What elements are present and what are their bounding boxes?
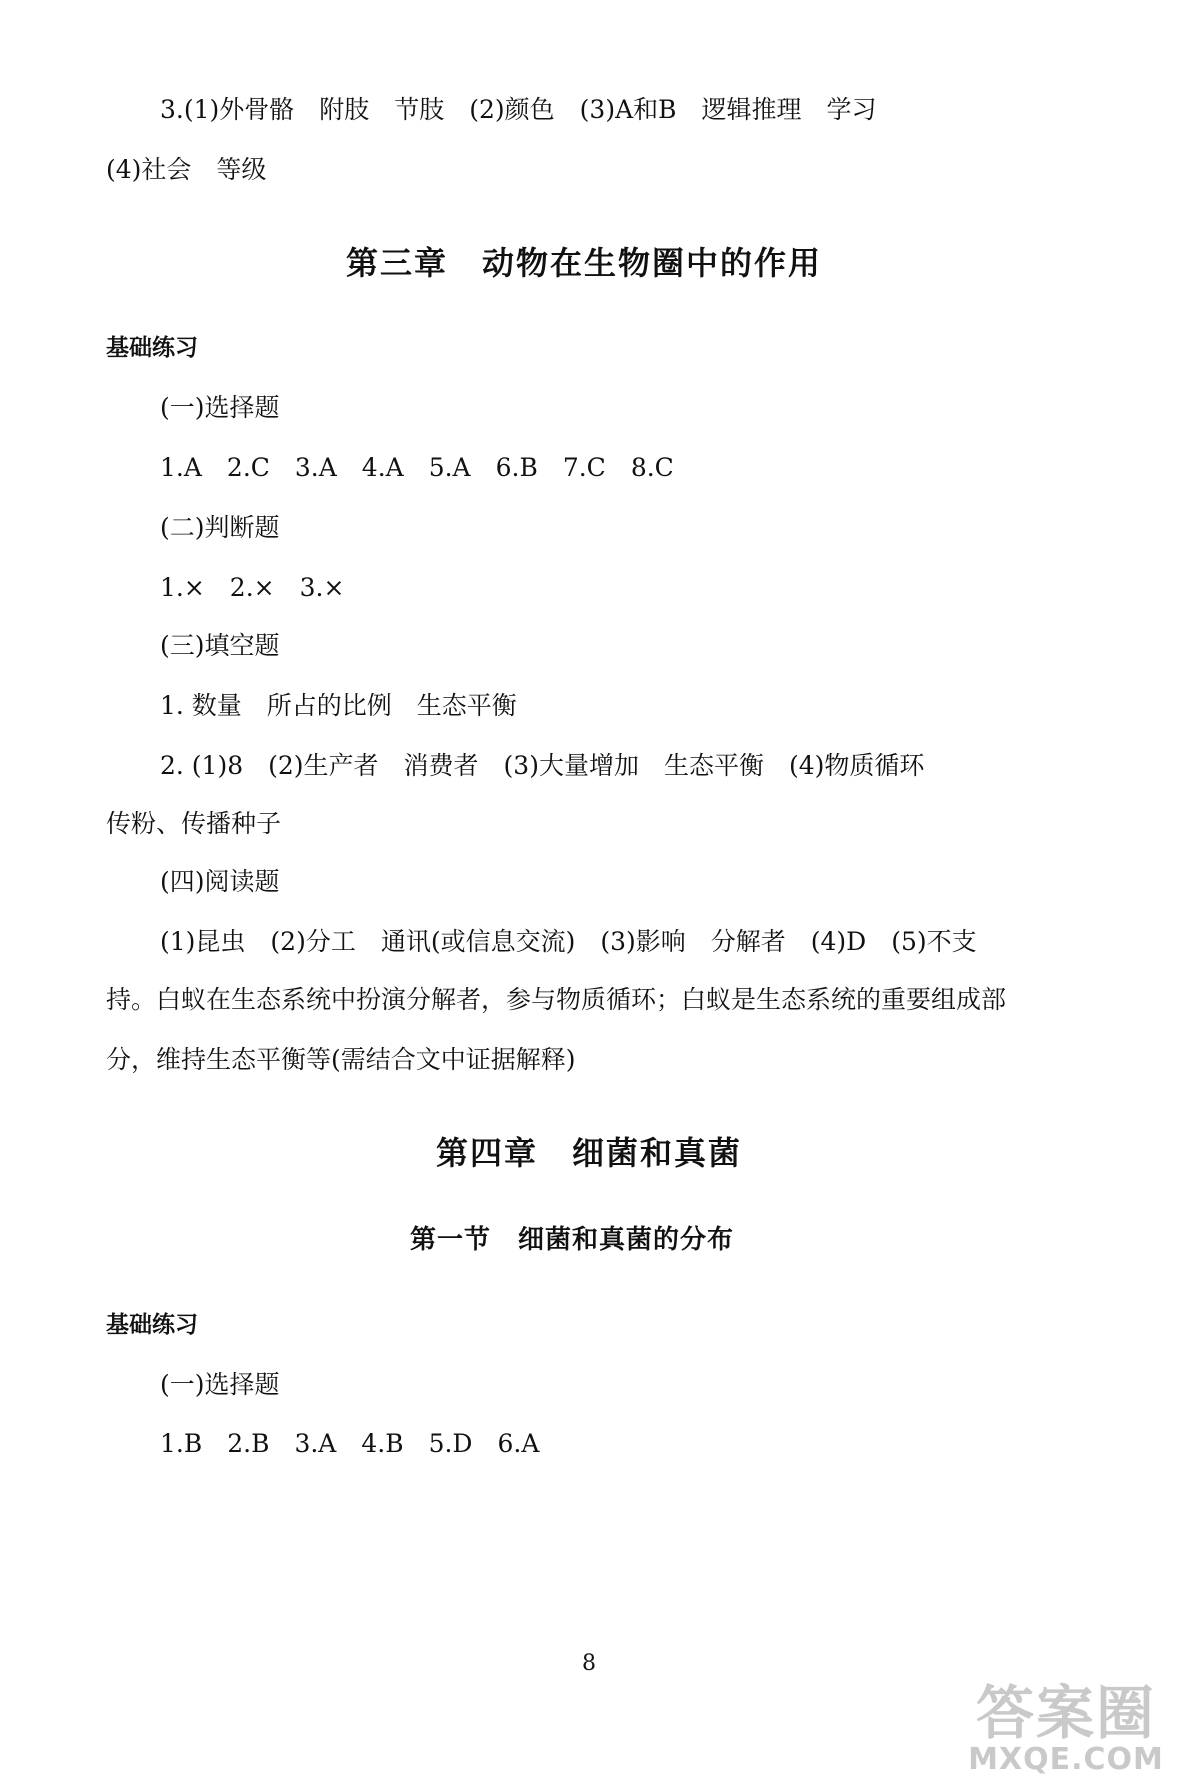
chapter-title: 第三章 动物在生物圈中的作用 <box>346 244 823 282</box>
section-heading: 基础练习 <box>106 335 198 361</box>
chapter-title: 第四章 细菌和真菌 <box>436 1134 743 1172</box>
section-title: 第一节 细菌和真菌的分布 <box>410 1225 735 1255</box>
question-type-heading: (一)选择题 <box>160 1370 280 1399</box>
watermark-logo <box>946 1679 1186 1782</box>
answer-line: 1.× 2.× 3.× <box>160 573 345 602</box>
question-type-heading: (二)判断题 <box>160 513 280 542</box>
answer-line: (4)社会 等级 <box>106 155 267 184</box>
question-type-heading: (三)填空题 <box>160 631 280 660</box>
section-heading: 基础练习 <box>106 1312 198 1338</box>
watermark-top: 答案圈 <box>975 1679 1156 1747</box>
answer-line: 1.A 2.C 3.A 4.A 5.A 6.B 7.C 8.C <box>160 453 674 482</box>
question-type-heading: (四)阅读题 <box>160 867 280 896</box>
question-type-heading: (一)选择题 <box>160 393 280 422</box>
answer-line: 分，维持生态平衡等(需结合文中证据解释) <box>106 1045 576 1074</box>
answer-line: (1)昆虫 (2)分工 通讯(或信息交流) (3)影响 分解者 (4)D (5)不支 <box>160 927 977 956</box>
answer-line: 1.B 2.B 3.A 4.B 5.D 6.A <box>160 1429 540 1458</box>
answer-line: 2. (1)8 (2)生产者 消费者 (3)大量增加 生态平衡 (4)物质循环 <box>160 751 925 780</box>
answer-line: 持。白蚁在生态系统中扮演分解者，参与物质循环；白蚁是生态系统的重要组成部 <box>106 985 1007 1014</box>
page-number: 8 <box>582 1651 596 1676</box>
answer-line: 1. 数量 所占的比例 生态平衡 <box>160 691 517 720</box>
answer-line: 传粉、传播种子 <box>106 809 282 838</box>
watermark-bottom: MXQE.COM <box>968 1742 1164 1777</box>
answer-line: 3.(1)外骨骼 附肢 节肢 (2)颜色 (3)A和B 逻辑推理 学习 <box>160 95 877 124</box>
